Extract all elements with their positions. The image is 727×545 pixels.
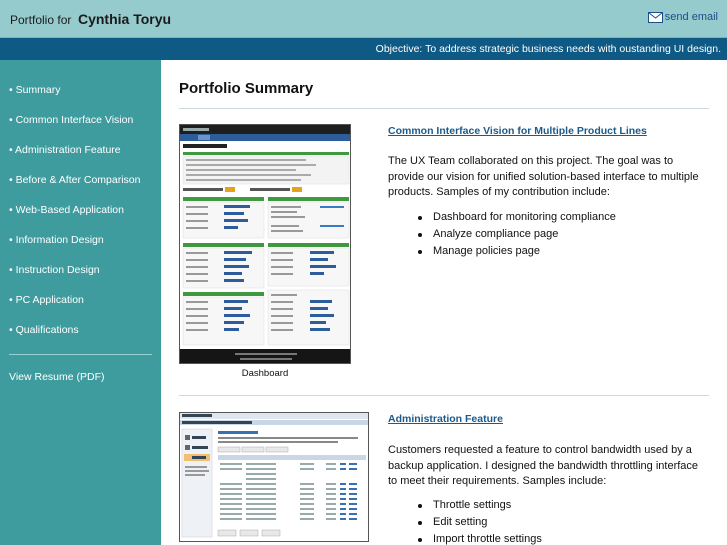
nav-qualifications[interactable]: • Qualifications	[9, 324, 79, 336]
section-common-interface-title[interactable]: Common Interface Vision for Multiple Product Lines	[388, 125, 647, 137]
section-common-interface-list	[418, 209, 616, 260]
title-rule	[179, 108, 709, 109]
nav-common-interface-vision[interactable]: • Common Interface Vision	[9, 114, 134, 126]
nav-web-based-application[interactable]: • Web-Based Application	[9, 204, 124, 216]
dashboard-screenshot[interactable]	[179, 124, 351, 364]
nav-summary[interactable]: • Summary	[9, 84, 61, 96]
section-administration-title[interactable]: Administration Feature	[388, 413, 503, 425]
nav-information-design[interactable]: • Information Design	[9, 234, 104, 246]
header-bar	[0, 0, 727, 38]
list-item: Analyze compliance page	[418, 226, 616, 243]
send-email-label: send email	[664, 11, 718, 23]
nav-pc-application[interactable]: • PC Application	[9, 294, 84, 306]
objective-bar: Objective: To address strategic business needs with oustanding UI design.	[0, 38, 727, 60]
nav-before-after-comparison[interactable]: • Before & After Comparison	[9, 174, 141, 186]
list-item: Import throttle settings	[418, 531, 542, 545]
site-brand	[10, 11, 171, 27]
brand-prefix: Portfolio for	[10, 13, 72, 27]
page-title: Portfolio Summary	[179, 80, 314, 97]
sidebar-divider	[9, 354, 152, 355]
send-email-link[interactable]	[648, 11, 718, 23]
nav-instruction-design[interactable]: • Instruction Design	[9, 264, 100, 276]
brand-name: Cynthia Toryu	[77, 11, 172, 27]
list-item: Manage policies page	[418, 243, 616, 260]
list-item: Edit setting	[418, 514, 542, 531]
sidebar	[0, 60, 161, 545]
main-content	[161, 60, 727, 545]
section-common-interface-description: The UX Team collaborated on this project. The goal was to provide our vision for unified solution-based interface to multiple products. Samples of my contribution include:	[388, 155, 699, 198]
administration-screenshot[interactable]	[179, 412, 369, 542]
view-resume-link[interactable]: View Resume (PDF)	[9, 371, 105, 383]
section-administration-list	[418, 497, 542, 545]
dashboard-caption: Dashboard	[241, 368, 289, 379]
list-item: Throttle settings	[418, 497, 542, 514]
envelope-icon	[648, 12, 663, 23]
nav-administration-feature[interactable]: • Administration Feature	[9, 144, 121, 156]
section-rule	[179, 395, 709, 396]
section-administration-description: Customers requested a feature to control bandwidth used by a backup application. I designed the bandwidth throttling interface to meet their requirements. Samples include:	[388, 444, 699, 487]
list-item: Dashboard for monitoring compliance	[418, 209, 616, 226]
